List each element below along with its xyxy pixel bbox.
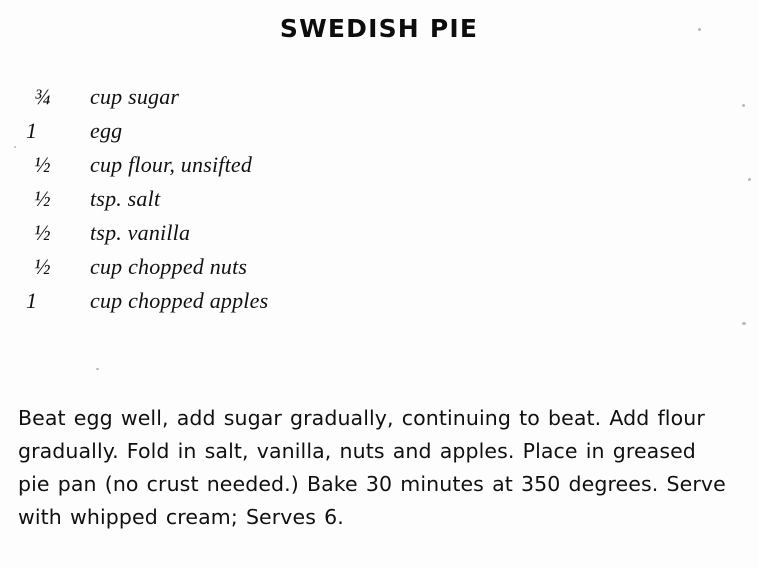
scan-speck [96,368,99,370]
ingredient-name: cup flour, unsifted [90,152,253,177]
ingredient-amount: ½ [34,220,51,245]
scan-speck [748,178,751,181]
recipe-title: SWEDISH PIE [279,14,479,43]
ingredient-amount: ½ [34,254,51,279]
list-item [22,254,522,288]
list-item [22,152,522,186]
list-item [22,84,522,118]
scan-speck [742,322,746,325]
ingredient-amount: ½ [34,186,51,211]
list-item [22,118,522,152]
ingredient-name: cup chopped apples [90,288,269,313]
ingredient-amount: 1 [26,288,37,313]
ingredient-name: cup chopped nuts [90,254,248,279]
scan-speck [14,146,16,148]
ingredient-amount: 1 [26,118,37,143]
ingredient-list [22,84,522,322]
ingredient-amount: ½ [34,152,51,177]
ingredient-name: cup sugar [90,84,180,109]
ingredient-name: egg [90,118,123,143]
recipe-method: Beat egg well, add sugar gradually, continuing to beat. Add flour gradually. Fold in salt, vanilla, nuts and apples. Place in greased pie pan (no crust needed.) Bake 30 minutes at 350 degrees. Serve with whipped cream; Serves 6. [18,406,726,529]
list-item [22,220,522,254]
list-item [22,288,522,322]
ingredient-name: tsp. vanilla [90,220,191,245]
list-item [22,186,522,220]
ingredient-name: tsp. salt [90,186,161,211]
scan-speck [742,104,745,107]
ingredient-amount: ¾ [34,84,51,109]
